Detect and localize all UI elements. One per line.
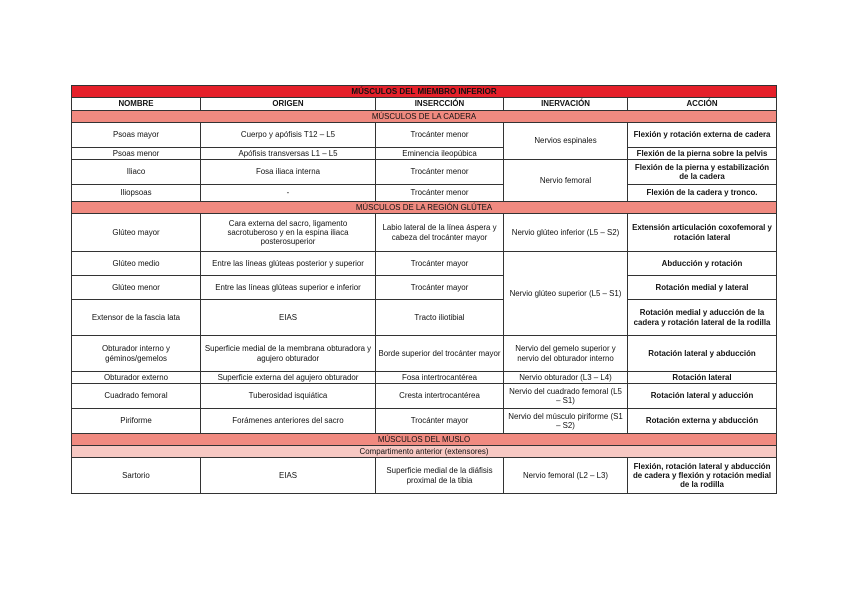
table-row: [72, 276, 777, 300]
muscle-action: Flexión de la pierna y estabilización de la cadera: [628, 160, 777, 185]
muscle-table-sheet: [71, 85, 776, 494]
muscle-innervation: Nervio femoral (L2 – L3): [504, 458, 628, 494]
section-row-cadera: [72, 111, 777, 123]
column-header-row: [72, 98, 777, 111]
muscle-origin: EIAS: [201, 300, 376, 336]
muscle-action: Rotación externa y abducción: [628, 409, 777, 434]
muscle-action: Extensión articulación coxofemoral y rotación lateral: [628, 214, 777, 252]
muscle-insertion: Tracto iliotibial: [376, 300, 504, 336]
muscle-action: Rotación lateral y aducción: [628, 384, 777, 409]
muscle-insertion: Trocánter mayor: [376, 409, 504, 434]
table-row: [72, 336, 777, 372]
header-inervacion: INERVACIÓN: [504, 98, 628, 111]
muscle-insertion: Cresta intertrocantérea: [376, 384, 504, 409]
muscle-table: [71, 85, 777, 494]
muscle-innervation: Nervio del gemelo superior y nervio del obturador interno: [504, 336, 628, 372]
muscle-action: Rotación medial y lateral: [628, 276, 777, 300]
section-row-muslo: [72, 434, 777, 446]
muscle-origin: Forámenes anteriores del sacro: [201, 409, 376, 434]
table-row: [72, 458, 777, 494]
header-insercion: INSERCCIÓN: [376, 98, 504, 111]
muscle-action: Rotación lateral: [628, 372, 777, 384]
muscle-action: Rotación lateral y abducción: [628, 336, 777, 372]
muscle-action: Rotación medial y aducción de la cadera y rotación lateral de la rodilla: [628, 300, 777, 336]
table-row: [72, 409, 777, 434]
table-title-row: [72, 86, 777, 98]
muscle-action: Flexión de la pierna sobre la pelvis: [628, 148, 777, 160]
table-row: [72, 372, 777, 384]
muscle-insertion: Trocánter menor: [376, 123, 504, 148]
header-origen: ORIGEN: [201, 98, 376, 111]
muscle-innervation: Nervio glúteo inferior (L5 – S2): [504, 214, 628, 252]
muscle-origin: Cuerpo y apófisis T12 – L5: [201, 123, 376, 148]
muscle-name: Obturador externo: [72, 372, 201, 384]
muscle-origin: Superficie externa del agujero obturador: [201, 372, 376, 384]
muscle-insertion: Labio lateral de la línea áspera y cabeza del trocánter mayor: [376, 214, 504, 252]
muscle-name: Piriforme: [72, 409, 201, 434]
table-row: [72, 123, 777, 148]
muscle-origin: Cara externa del sacro, ligamento sacrotuberoso y en la espina iliaca posterosuperior: [201, 214, 376, 252]
muscle-origin: Superficie medial de la membrana obturadora y agujero obturador: [201, 336, 376, 372]
muscle-origin: Fosa iliaca interna: [201, 160, 376, 185]
muscle-name: Psoas mayor: [72, 123, 201, 148]
muscle-action: Abducción y rotación: [628, 252, 777, 276]
subsection-row-anterior: [72, 446, 777, 458]
table-row: [72, 252, 777, 276]
muscle-origin: Entre las líneas glúteas posterior y superior: [201, 252, 376, 276]
table-row: [72, 384, 777, 409]
table-row: [72, 214, 777, 252]
subsection-title-anterior: Compartimento anterior (extensores): [72, 446, 777, 458]
muscle-insertion: Eminencia ileopúbica: [376, 148, 504, 160]
muscle-name: Glúteo menor: [72, 276, 201, 300]
muscle-insertion: Trocánter mayor: [376, 276, 504, 300]
table-row: [72, 185, 777, 202]
muscle-action: Flexión y rotación externa de cadera: [628, 123, 777, 148]
muscle-name: Psoas menor: [72, 148, 201, 160]
muscle-insertion: Trocánter menor: [376, 185, 504, 202]
muscle-innervation: Nervio del músculo piriforme (S1 – S2): [504, 409, 628, 434]
muscle-insertion: Trocánter menor: [376, 160, 504, 185]
muscle-action: Flexión, rotación lateral y abducción de cadera y flexión y rotación medial de la rodilla: [628, 458, 777, 494]
muscle-insertion: Borde superior del trocánter mayor: [376, 336, 504, 372]
muscle-innervation: Nervio obturador (L3 – L4): [504, 372, 628, 384]
muscle-origin: EIAS: [201, 458, 376, 494]
table-row: [72, 300, 777, 336]
muscle-name: Extensor de la fascia lata: [72, 300, 201, 336]
muscle-action: Flexión de la cadera y tronco.: [628, 185, 777, 202]
muscle-name: Glúteo medio: [72, 252, 201, 276]
muscle-name: Iliaco: [72, 160, 201, 185]
table-title: MÚSCULOS DEL MIEMBRO INFERIOR: [72, 86, 777, 98]
muscle-insertion: Trocánter mayor: [376, 252, 504, 276]
section-title-cadera: MÚSCULOS DE LA CADERA: [72, 111, 777, 123]
muscle-name: Obturador interno y géminos/gemelos: [72, 336, 201, 372]
section-title-muslo: MÚSCULOS DEL MUSLO: [72, 434, 777, 446]
muscle-origin: Entre las líneas glúteas superior e inferior: [201, 276, 376, 300]
muscle-insertion: Fosa intertrocantérea: [376, 372, 504, 384]
table-row: [72, 148, 777, 160]
muscle-origin: -: [201, 185, 376, 202]
muscle-name: Iliopsoas: [72, 185, 201, 202]
table-row: [72, 160, 777, 185]
header-accion: ACCIÓN: [628, 98, 777, 111]
muscle-innervation: Nervio del cuadrado femoral (L5 – S1): [504, 384, 628, 409]
muscle-insertion: Superficie medial de la diáfisis proximal de la tibia: [376, 458, 504, 494]
muscle-innervation: Nervios espinales: [504, 123, 628, 160]
header-nombre: NOMBRE: [72, 98, 201, 111]
muscle-name: Sartorio: [72, 458, 201, 494]
muscle-name: Glúteo mayor: [72, 214, 201, 252]
muscle-name: Cuadrado femoral: [72, 384, 201, 409]
section-row-glutea: [72, 202, 777, 214]
muscle-innervation: Nervio glúteo superior (L5 – S1): [504, 252, 628, 336]
muscle-innervation: Nervio femoral: [504, 160, 628, 202]
muscle-origin: Apófisis transversas L1 – L5: [201, 148, 376, 160]
muscle-origin: Tuberosidad isquiática: [201, 384, 376, 409]
section-title-glutea: MÚSCULOS DE LA REGIÓN GLÚTEA: [72, 202, 777, 214]
